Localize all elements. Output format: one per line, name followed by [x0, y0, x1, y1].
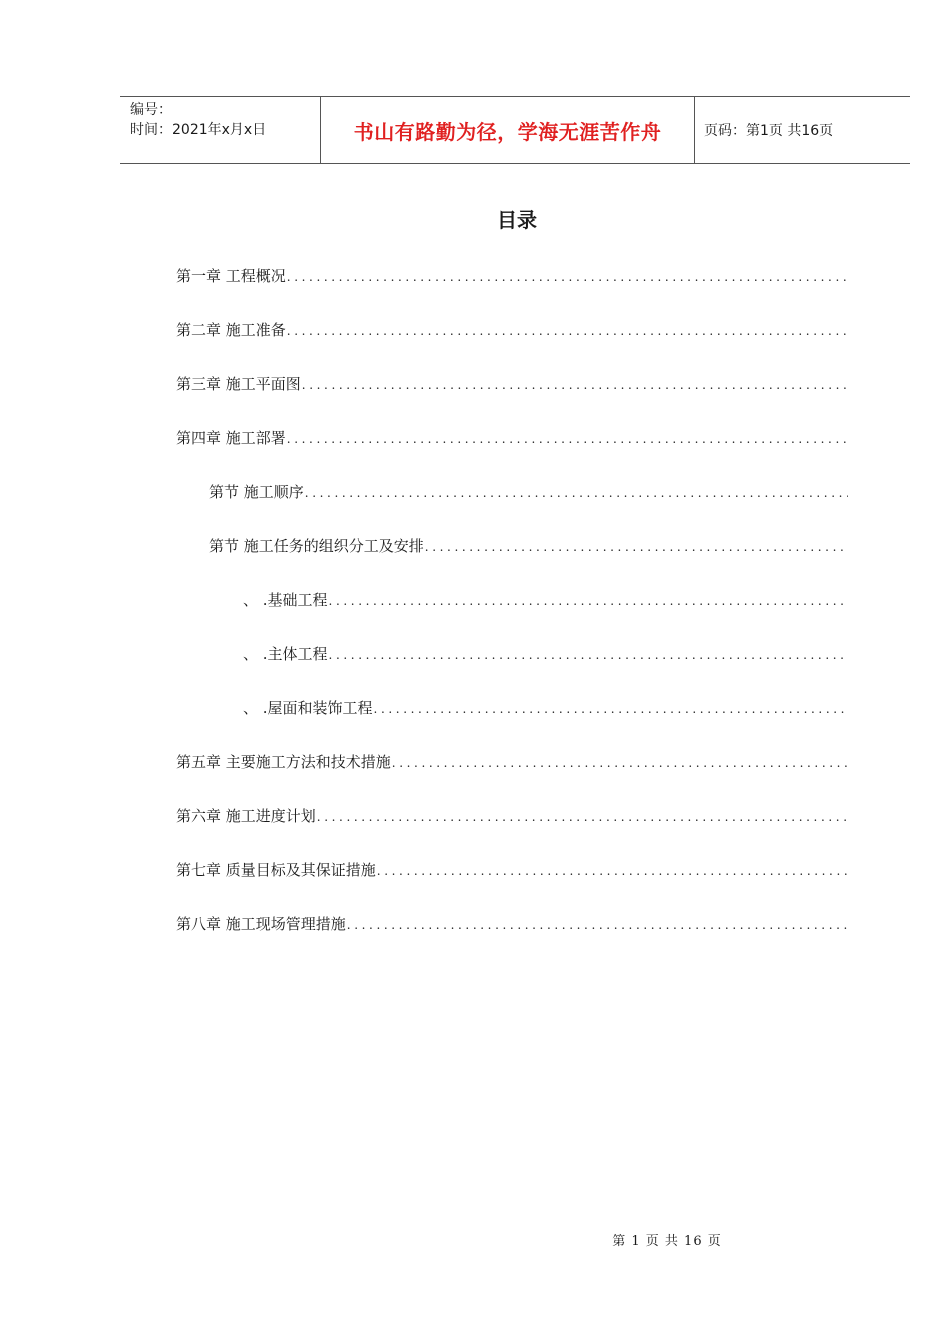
toc-dot-leader [287, 320, 848, 342]
page-info: 页码：第1页 共16页 [704, 123, 834, 139]
toc-entry[interactable] [243, 697, 848, 719]
toc-dot-leader [287, 428, 848, 450]
toc-dot-leader [329, 644, 848, 666]
header-page-cell [695, 97, 910, 163]
toc-entry-label: 第五章 主要施工方法和技术措施 [176, 753, 391, 771]
toc-entry[interactable] [176, 751, 848, 773]
toc-entry[interactable] [243, 643, 848, 665]
toc-entry[interactable] [176, 319, 848, 341]
toc-dot-leader [377, 860, 848, 882]
toc-entry[interactable] [176, 805, 848, 827]
toc-entry-label: 第七章 质量目标及其保证措施 [176, 861, 376, 879]
toc-dot-leader [302, 374, 848, 396]
header-table [120, 96, 910, 164]
toc-entry-label: 第四章 施工部署 [176, 429, 286, 447]
toc-entry-label: 、 .主体工程 [243, 645, 328, 663]
toc-entry-label: 第节 施工任务的组织分工及安排 [209, 537, 424, 555]
toc-entry[interactable] [176, 859, 848, 881]
toc-entry[interactable] [176, 913, 848, 935]
toc-dot-leader [392, 752, 848, 774]
toc-entry-label: 第一章 工程概况 [176, 267, 286, 285]
toc-entry[interactable] [209, 535, 848, 557]
page-footer: 第 1 页 共 16 页 [612, 1234, 722, 1249]
toc-dot-leader [329, 590, 848, 612]
toc-dot-leader [287, 266, 848, 288]
time-label: 时间：2021年x月x日 [130, 122, 267, 138]
toc-dot-leader [425, 536, 848, 558]
toc-entry-label: 第二章 施工准备 [176, 321, 286, 339]
header-motto-cell [321, 97, 695, 163]
toc-entry-label: 第三章 施工平面图 [176, 375, 301, 393]
toc-dot-leader [347, 914, 848, 936]
toc-entry[interactable] [243, 589, 848, 611]
page-title: 目录 [497, 208, 537, 232]
motto-text: 书山有路勤为径，学海无涯苦作舟 [353, 119, 662, 144]
toc-dot-leader [305, 482, 848, 504]
toc-entry-label: 第八章 施工现场管理措施 [176, 915, 346, 933]
toc-entry-label: 第节 施工顺序 [209, 483, 304, 501]
toc-dot-leader [317, 806, 848, 828]
toc-entry-label: 、 .基础工程 [243, 591, 328, 609]
toc-entry[interactable] [209, 481, 848, 503]
toc-entry[interactable] [176, 265, 848, 287]
serial-label: 编号： [130, 102, 172, 118]
toc-dot-leader [374, 698, 848, 720]
toc-entry-label: 、 .屋面和装饰工程 [243, 699, 373, 717]
toc-entry[interactable] [176, 373, 848, 395]
header-meta-cell [120, 97, 321, 163]
toc-entry-label: 第六章 施工进度计划 [176, 807, 316, 825]
toc-entry[interactable] [176, 427, 848, 449]
